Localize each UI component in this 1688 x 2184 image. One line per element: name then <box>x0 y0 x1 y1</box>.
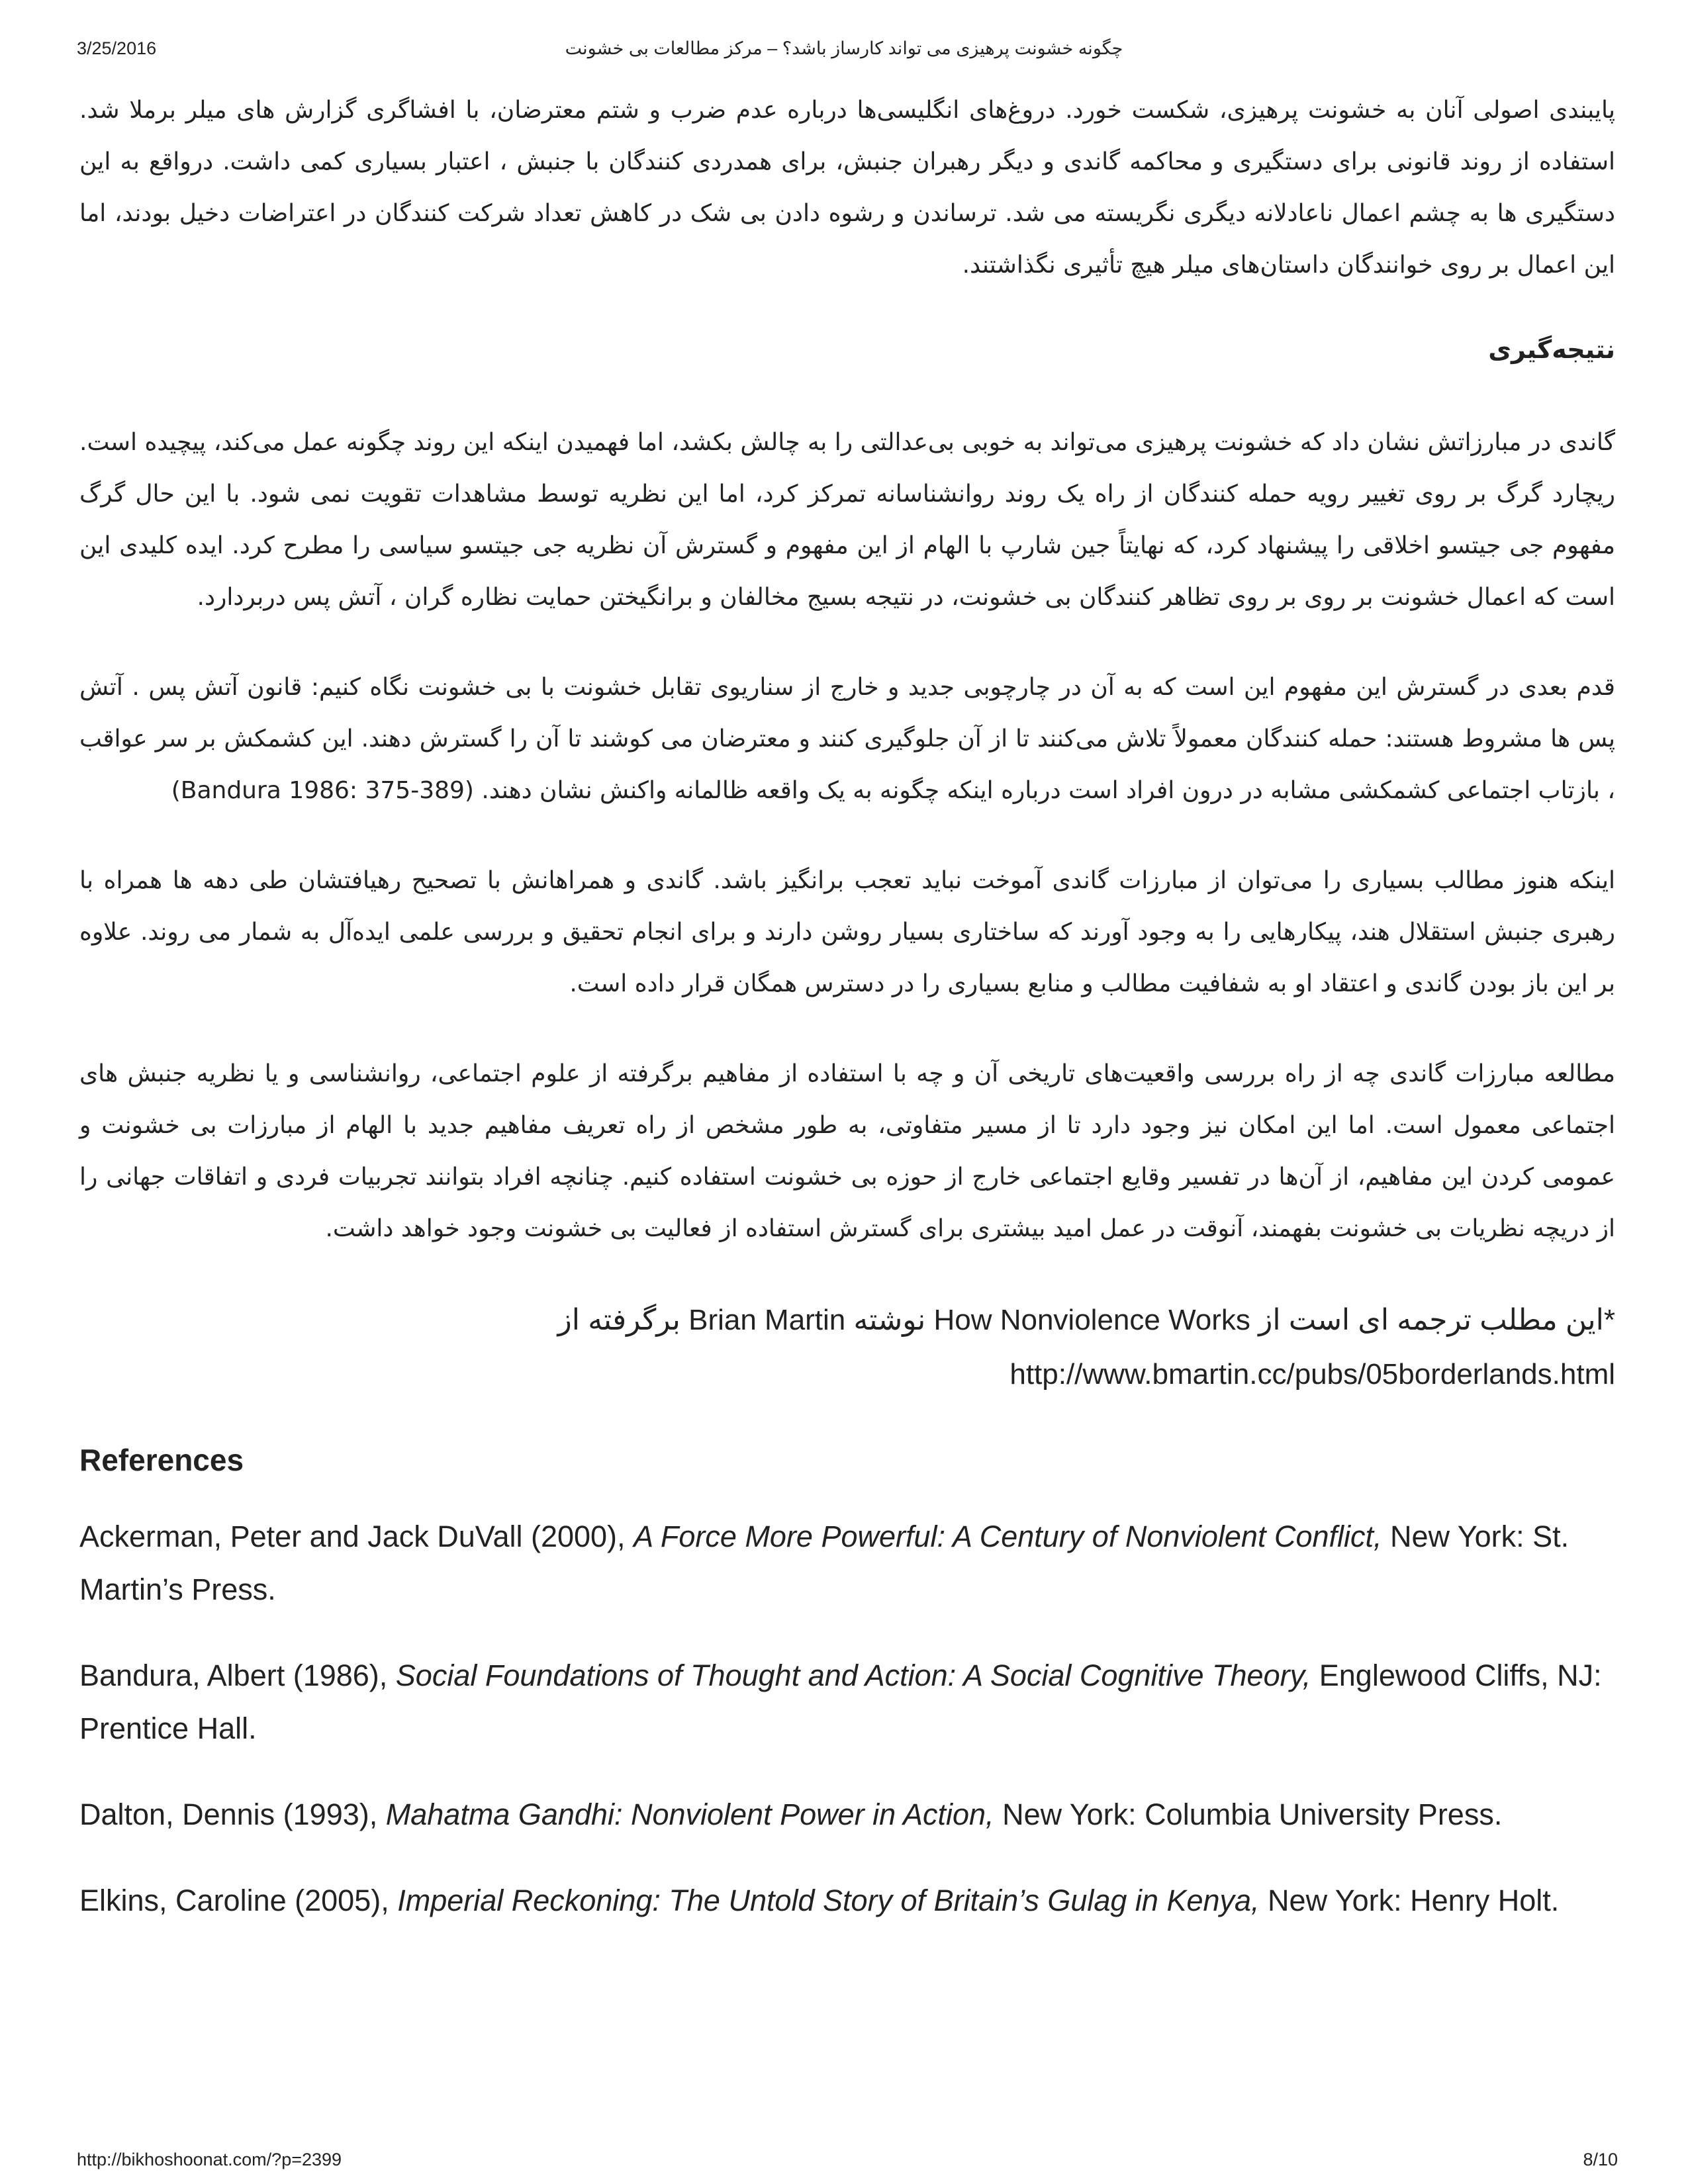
reference-item <box>79 1649 1615 1755</box>
reference-title: Social Foundations of Thought and Action: A Social Cognitive Theory, <box>395 1659 1311 1692</box>
translation-note <box>79 1293 1615 1402</box>
reference-author: Dalton, Dennis (1993), <box>79 1797 386 1831</box>
page-number: 8/10 <box>1583 2150 1618 2169</box>
reference-title: Imperial Reckoning: The Untold Story of Britain’s Gulag in Kenya, <box>397 1884 1260 1917</box>
paragraph-4: اینکه هنوز مطالب بسیاری را می‌توان از مبارزات گاندی آموخت نباید تعجب برانگیز باشد. گاندی و همراهانش با تصحیح رهیافتشان طی دهه ها همراه با رهبری جنبش استقلال هند، پیکارهایی را به وجود آورند که ساختاری بسیار روشن دارند و برای انجام تحقیق و بررسی علمی ایده‌آل به شمار می روند. علاوه بر این باز بودن گاندی و اعتقاد او به شفافیت مطالب و منابع بسیاری را در دسترس همگان قرار داده است. <box>79 867 1615 997</box>
print-page-title: چگونه خشونت پرهیزی می تواند کارساز باشد؟ – مرکز مطالعات بی خشونت <box>565 38 1123 58</box>
source-link[interactable]: http://www.bmartin.cc/pubs/05borderlands.html <box>1009 1358 1615 1390</box>
reference-item <box>79 1788 1615 1841</box>
reference-publisher: New York: Columbia University Press. <box>994 1797 1503 1831</box>
reference-item <box>79 1874 1615 1927</box>
reference-title: Mahatma Gandhi: Nonviolent Power in Action, <box>385 1797 994 1831</box>
article-body <box>79 85 1615 1960</box>
paragraph-3: قدم بعدی در گسترش این مفهوم این است که به آن در چارچوبی جدید و خارج از سناریوی تقابل خشونت با بی خشونت نگاه کنیم: قانون آتش پس . آتش پس ها مشروط هستند: حمله کنندگان معمولاً تلاش می‌کنند تا از آن جلوگیری کنند و معترضان می کوشند تا آن را گسترش دهند. این کشمکش بر سر عواقب ، بازتاب اجتماعی کشمکشی مشابه در درون افراد است درباره اینکه چگونه به یک واقعه ظالمانه واکنش نشان دهند. (Bandura 1986: 375-389) <box>79 674 1615 804</box>
paragraph-5: مطالعه مبارزات گاندی چه از راه بررسی واقعیت‌های تاریخی آن و چه با استفاده از مفاهیم برگرفته از علوم اجتماعی، روانشناسی و یا نظریه جنبش های اجتماعی معمول است. اما این امکان نیز وجود دارد تا از مسیر متفاوتی، به طور مشخص از راه تعریف مفاهیم جدید با الهام از مبارزات بی خشونت و عمومی کردن این مفاهیم، از آن‌ها در تفسیر وقایع اجتماعی خارج از حوزه بی خشونت استفاده کنیم. چنانچه افراد بتوانند تجربیات فردی و اتفاقات جهانی را از دریچه نظریات بی خشونت بفهمند، آنوقت در عمل امید بیشتری برای گسترش استفاده از فعالیت بی خشونت وجود خواهد داشت. <box>79 1060 1615 1242</box>
conclusion-heading: نتیجه‌گیری <box>1488 335 1615 364</box>
translation-note-text: *این مطلب ترجمه ای است از How Nonviolence Works نوشته Brian Martin برگرفته از <box>557 1304 1615 1336</box>
reference-author: Elkins, Caroline (2005), <box>79 1884 398 1917</box>
paragraph-2: گاندی در مبارزاتش نشان داد که خشونت پرهیزی می‌تواند به خوبی بی‌عدالتی را به چالش بکشد، اما فهمیدن اینکه این روند چگونه عمل می‌کند، پیچیده است. ریچارد گرگ بر روی تغییر رویه حمله کنندگان از راه یک روند روانشناسانه تمرکز کرد، اما این نظریه توسط مشاهدات تقویت نمی شود. با این حال گرگ مفهوم جی جیتسو اخلاقی را پیشنهاد کرد، که نهایتاً جین شارپ با الهام از این مفهوم و گسترش آن نظریه جی جیتسو سیاسی را مطرح کرد. ایده کلیدی این است که اعمال خشونت بر روی بر روی تظاهر کنندگان بی خشونت، در نتیجه بسیج مخالفان و برانگیختن حمایت نظاره گران ، آتش پس دربردارد. <box>79 429 1615 611</box>
print-date: 3/25/2016 <box>77 38 157 58</box>
reference-publisher: New York: St. Martin’s Press. <box>79 1520 1570 1606</box>
reference-publisher: Englewood Cliffs, NJ: Prentice Hall. <box>79 1659 1602 1745</box>
reference-author: Bandura, Albert (1986), <box>79 1659 396 1692</box>
print-url: http://bikhoshoonat.com/?p=2399 <box>77 2150 342 2169</box>
reference-author: Ackerman, Peter and Jack DuVall (2000), <box>79 1520 634 1553</box>
paragraph-1: پایبندی اصولی آنان به خشونت پرهیزی، شکست خورد. دروغ‌های انگلیسی‌ها درباره عدم ضرب و شتم معترضان، با افشاگری گزارش های میلر برملا شد. استفاده از روند قانونی برای دستگیری و محاکمه گاندی و دیگر رهبران جنبش، برای همدردی کنندگان با جنبش ، اعتبار بسیاری کمی داشت. درواقع به این دستگیری ها به چشم اعمال ناعادلانه دیگری نگریسته می شد. ترساندن و رشوه دادن بی شک در کاهش تعداد شرکت کنندگان در اعتراضات دخیل بودند، اما این اعمال بر روی خوانندگان داستان‌های میلر هیچ تأثیری نگذاشتند. <box>79 97 1615 279</box>
reference-title: A Force More Powerful: A Century of Nonviolent Conflict, <box>633 1520 1382 1553</box>
references-heading: References <box>79 1443 244 1477</box>
reference-item <box>79 1510 1615 1616</box>
reference-publisher: New York: Henry Holt. <box>1259 1884 1560 1917</box>
